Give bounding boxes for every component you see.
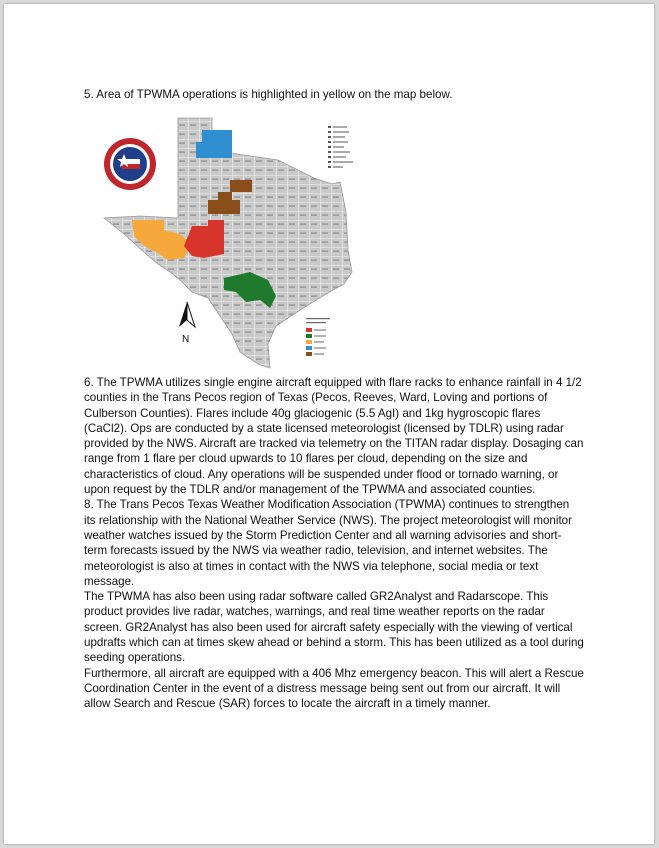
north-label: N [182, 334, 190, 345]
texas-operations-map [100, 112, 360, 374]
paragraph-8: 8. The Trans Pecos Texas Weather Modification Association (TPWMA) continues to strengthen its relationship with the National Weather Service (NWS). The project meteorologist will monitor weather watches issued by the Storm Prediction Center and all warning advisories and short-term forecasts issued by the NWS via weather radio, television, and internet websites. The meteorologist is also at times in contact with the NWS via telephone, social media or text message. [84, 498, 572, 588]
paragraph-radar-software: The TPWMA has also been using radar software called GR2Analyst and Radarscope. This product provides live radar, watches, warnings, and real time weather reports on the radar screen. GR2Analyst has also been used for aircraft safety especially with the viewing of vertical updrafts which can at times skew ahead or behind a storm. This has been utilized as a tool during seeding operations. [84, 590, 584, 665]
item-5-heading: 5. Area of TPWMA operations is highlighted in yellow on the map below. [84, 88, 453, 101]
paragraph-6: 6. The TPWMA utilizes single engine aircraft equipped with flare racks to enhance rainfall in 4 1/2 counties in the Trans Pecos region of Texas (Pecos, Reeves, Ward, Loving and portions of Culberson Counties). Flares include 40g glaciogenic (5.5 AgI) and 1kg hygroscopic flares (CaCl2). Ops are conducted by a state licensed meteorologist (licensed by TDLR) using radar provided by the NWS. Aircraft are tracked via telemetry on the TITAN radar display. Dosaging can range from 1 flare per cloud upwards to 10 flares per cloud, depending on the size and characteristics of cloud. Any operations will be suspended under flood or tornado warning, or upon request by the TDLR and/or management of the TPWMA and associated counties. [84, 376, 584, 497]
association-logo [104, 138, 156, 190]
north-arrow-icon [179, 302, 195, 327]
body-text [84, 375, 584, 712]
color-legend [306, 318, 330, 356]
paragraph-emergency-beacon: Furthermore, all aircraft are equipped with a 406 Mhz emergency beacon. This will alert a Rescue Coordination Center in the event of a distress message being sent out from our aircraft. It will allow Search and Rescue (SAR) forces to locate the aircraft in a timely manner. [84, 666, 584, 711]
county-list-legend [328, 126, 353, 168]
document-page [4, 4, 654, 844]
texas-map-graphic [100, 112, 360, 374]
